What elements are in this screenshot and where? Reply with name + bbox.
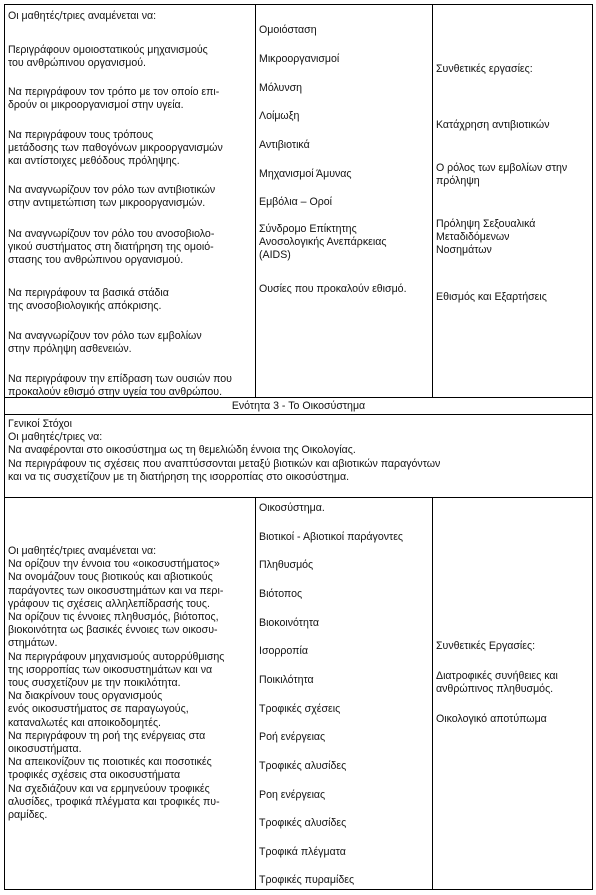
objective-text: Να περιγράφουν τη ροή της ενέργειας στα οικοσυστήματα. [8,729,206,756]
task-text: Ο ρόλος των εμβολίων στην πρόληψη [436,162,568,188]
objective-text: Να σχεδιάζουν και να ερμηνεύουν τροφικές αλυσίδες, τροφικά πλέγματα και τροφικές πυ- ραμίδες. [8,782,220,822]
concept-text: Λοίμωξη [259,110,300,122]
concept-text: Τροφικές αλυσίδες [259,760,347,772]
objective-text: Να απεικονίζουν τις ποιοτικές και ποσοτικές τροφικές σχέσεις στα οικοσυστήματα [8,756,212,782]
objective-text: Να αναγνωρίζουν τον ρόλο των αντιβιοτικών στην αντιμετώπιση των μικροοργανισμών. [8,184,216,210]
concept-text: Αντιβιοτικά [259,139,310,151]
objective-text: Να περιγράφουν τον τρόπο με τον οποίο επι- δρούν οι μικροοργανισμοί στην υγεία. [8,86,220,112]
concept-text: Τροφικές σχέσεις [259,703,341,715]
objective-text: Να ορίζουν την έννοια του «οικοσυστήματος» [8,558,220,571]
concept-text: Τροφικές αλυσίδες [259,817,347,829]
row-divider [5,414,592,415]
col-divider [255,497,256,889]
concept-text: Πληθυσμός [259,559,314,571]
concept-text: Ομοιόσταση [259,24,317,36]
task-text: Κατάχρηση αντιβιοτικών [436,119,550,131]
objective-text: Περιγράφουν ομοιοστατικούς μηχανισμούς του ανθρώπινου οργανισμού. [8,44,208,70]
objective-text: Οι μαθητές/τριες αναμένεται να: [8,10,157,22]
objective-text: Να ορίζουν τις έννοιες πληθυσμός, βιότοπος, βιοκοινότητα ως βασικές έννοιες των οικοσυ- στημάτων. [8,611,219,650]
concept-text: Τροφικά πλέγματα [259,846,346,858]
row-divider [5,497,592,498]
objective-text: Να περιγράφουν τους τρόπους μετάδοσης των παθογόνων μικροοργανισμών και αντίστοιχες μεθόδους πρόληψης. [8,129,223,168]
concept-text: Βιοκοινότητα [259,617,319,629]
curriculum-table [4,4,593,890]
concept-text: Τροφικές πυραμίδες [259,874,355,886]
task-text: Συνθετικές Εργασίες: [436,640,536,652]
goals-text: Να αναφέρονται στο οικοσύστημα ως τη θεμελιώδη έννοια της Οικολογίας. [8,444,356,457]
objective-text: Να περιγράφουν μηχανισμούς αυτορρύθμισης της ισορροπίας των οικοσυστημάτων και να τους συσχετίζουν με την ποικιλότητα. [8,650,225,690]
task-text: Διατροφικές συνήθειες και ανθρώπινος πληθυσμός. [436,670,558,696]
concept-text: Μηχανισμοί Άμυνας [259,168,352,180]
concept-text: Ισορροπία [259,645,308,657]
concept-text: Σύνδρομο Επίκτητης Ανοσολογικής Ανεπάρκειας (AIDS) [259,223,387,262]
task-text: Συνθετικές εργασίες: [436,63,533,75]
goals-text: Οι μαθητές/τριες να: [8,431,103,444]
task-text: Πρόληψη Σεξουαλικά Μεταδιδόμενων Νοσημάτων [436,218,536,257]
concept-text: Βιοτικοί - Αβιοτικοί παράγοντες [259,531,404,543]
goals-text: Να περιγράφουν τις σχέσεις που αναπτύσσονται μεταξύ βιοτικών και αβιοτικών παραγόντων και να τις συσχετίζουν με τη διατήρηση της ισορροπίας στο οικοσύστημα. [8,457,441,483]
objective-text: Να περιγράφουν την επίδραση των ουσιών που προκαλούν εθισμό στην υγεία του ανθρώπου. [8,373,232,399]
task-text: Εθισμός και Εξαρτήσεις [436,291,547,303]
objective-text: Να αναγνωρίζουν τον ρόλο των εμβολίων στην πρόληψη ασθενειών. [8,330,202,356]
objective-text: Να αναγνωρίζουν τον ρόλο του ανοσοβιολο- γικού συστήματος στη διατήρηση της ομοιό- στασης του ανθρώπινου οργανισμού. [8,228,215,267]
general-goals-cell [8,418,588,484]
concept-text: Μικροοργανισμοί [259,53,340,65]
col-divider [255,5,256,397]
concept-text: Οικοσύστημα. [259,502,325,514]
col-divider [432,497,433,889]
col-divider [432,5,433,397]
concept-text: Βιότοπος [259,588,303,600]
concept-text: Ροή ενέργειας [259,731,326,743]
concept-text: Ουσίες που προκαλούν εθισμό. [259,283,407,295]
concept-text: Ροη ενέργειας [259,789,326,801]
objective-text: Να περιγράφουν τα βασικά στάδια της ανοσοβιολογικής απόκρισης. [8,287,169,313]
task-text: Οικολογικό αποτύπωμα [436,713,547,725]
concept-text: Μόλυνση [259,82,303,94]
concept-text: Εμβόλια – Οροί [259,196,333,208]
objective-text: Να ονομάζουν τους βιοτικούς και αβιοτικούς παράγοντες των οικοσυστημάτων και να περι- γράφουν τις σχέσεις αλληλεπίδρασής τους. [8,571,224,610]
concept-text: Ποικιλότητα [259,674,314,686]
objective-text: Οι μαθητές/τριες αναμένεται να: [8,545,157,557]
goals-title: Γενικοί Στόχοι [8,418,72,430]
objective-text: Να διακρίνουν τους οργανισμούς ενός οικοσυστήματος σε παραγωγούς, καταναλωτές και αποικοδομητές. [8,690,189,729]
unit-heading: Ενότητα 3 - Το Οικοσύστημα [231,400,366,412]
objectives-cell [8,545,254,822]
